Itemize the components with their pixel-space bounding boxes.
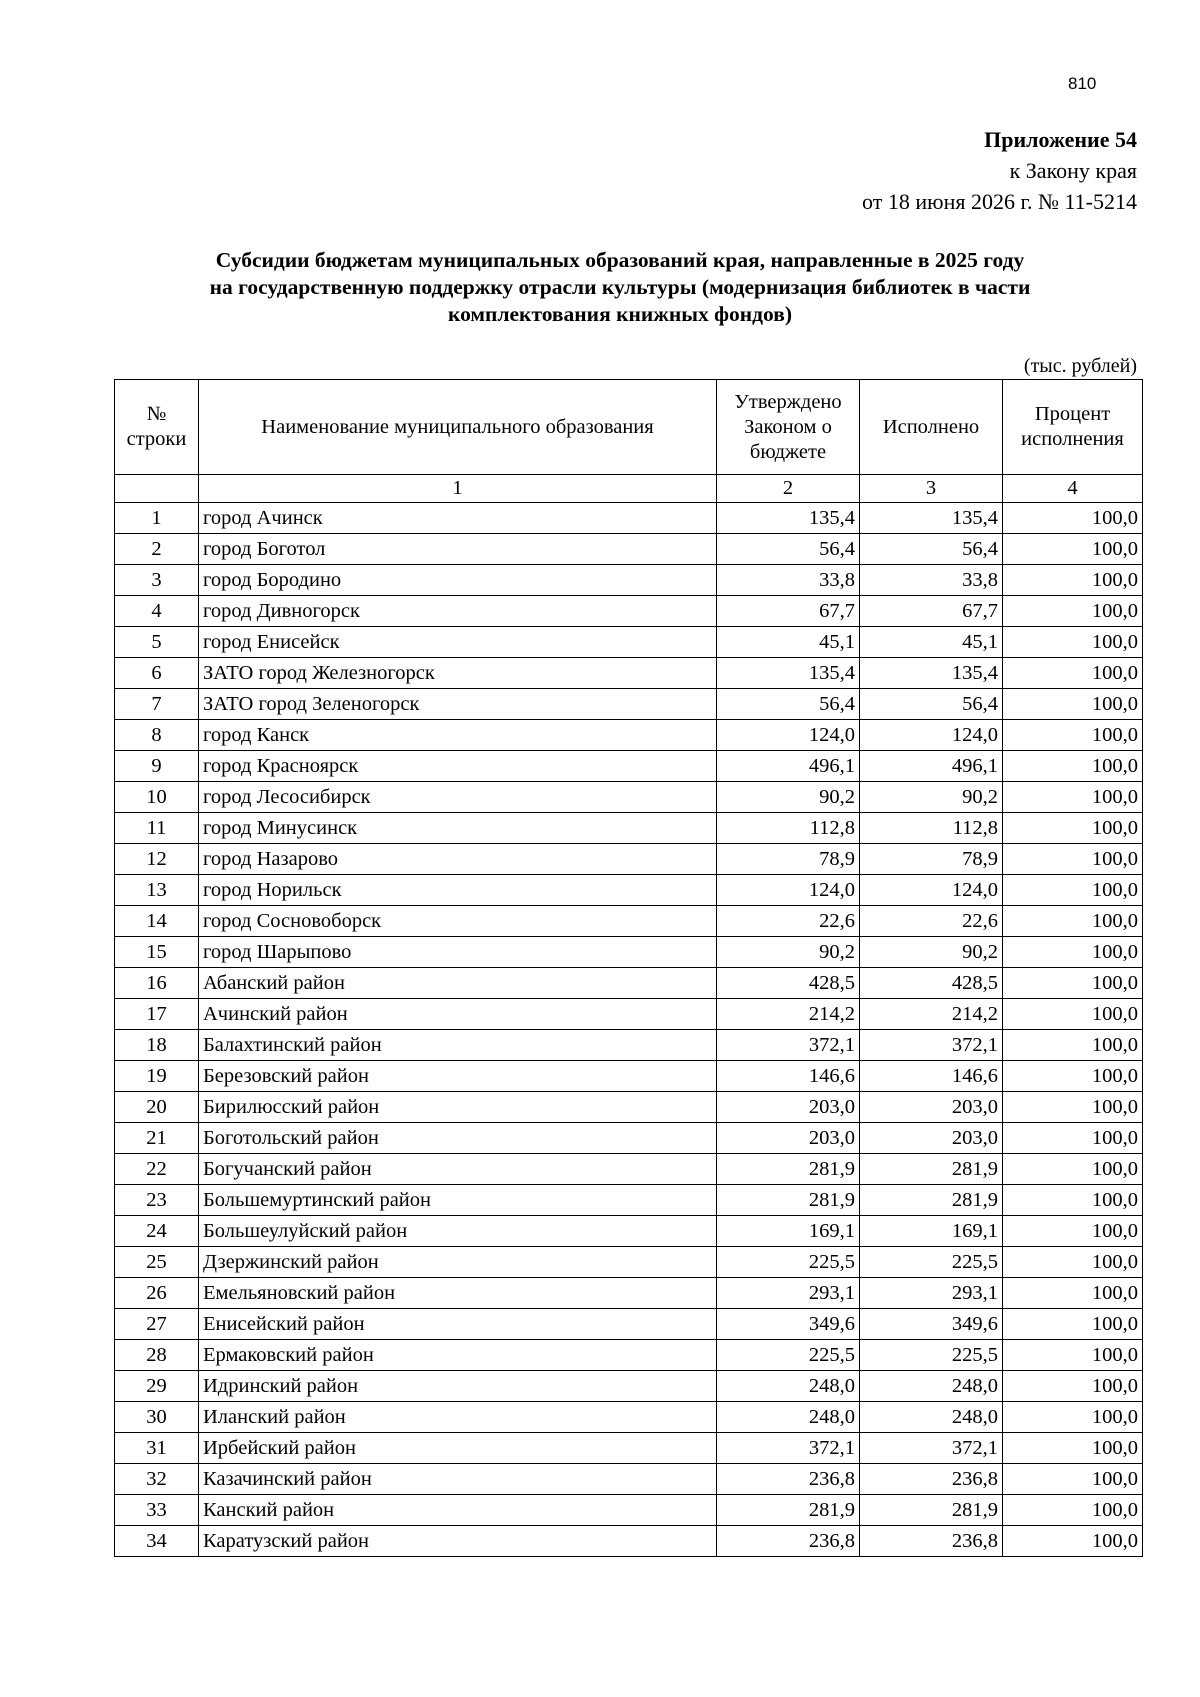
approved-amount: 372,1 [717, 1433, 860, 1464]
execution-percent: 100,0 [1003, 596, 1143, 627]
table-row [115, 720, 1143, 751]
column-number-empty [115, 475, 199, 503]
municipality-name: Иланский район [199, 1402, 717, 1433]
execution-percent: 100,0 [1003, 1495, 1143, 1526]
executed-amount: 372,1 [860, 1030, 1003, 1061]
execution-percent: 100,0 [1003, 689, 1143, 720]
municipality-name: город Канск [199, 720, 717, 751]
execution-percent: 100,0 [1003, 565, 1143, 596]
table-row [115, 875, 1143, 906]
document-title-line-3: комплектования книжных фондов) [447, 302, 793, 326]
approved-amount: 281,9 [717, 1185, 860, 1216]
municipality-name: Канский район [199, 1495, 717, 1526]
executed-amount: 203,0 [860, 1123, 1003, 1154]
header-executed: Исполнено [860, 380, 1003, 475]
row-number: 15 [115, 937, 199, 968]
row-number: 17 [115, 999, 199, 1030]
column-number: 2 [717, 475, 860, 503]
municipality-name: город Лесосибирск [199, 782, 717, 813]
execution-percent: 100,0 [1003, 503, 1143, 534]
executed-amount: 135,4 [860, 503, 1003, 534]
approved-amount: 90,2 [717, 937, 860, 968]
units-label: (тыс. рублей) [1023, 355, 1137, 377]
municipality-name: город Назарово [199, 844, 717, 875]
row-number: 13 [115, 875, 199, 906]
appendix-law-ref: к Закону края [1009, 158, 1137, 183]
execution-percent: 100,0 [1003, 1247, 1143, 1278]
table-row [115, 1495, 1143, 1526]
execution-percent: 100,0 [1003, 844, 1143, 875]
executed-amount: 248,0 [860, 1371, 1003, 1402]
execution-percent: 100,0 [1003, 720, 1143, 751]
header-row [115, 380, 1143, 475]
approved-amount: 248,0 [717, 1402, 860, 1433]
approved-amount: 78,9 [717, 844, 860, 875]
table-row [115, 906, 1143, 937]
table-row [115, 751, 1143, 782]
table-row [115, 1185, 1143, 1216]
row-number: 33 [115, 1495, 199, 1526]
municipality-name: город Бородино [199, 565, 717, 596]
approved-amount: 349,6 [717, 1309, 860, 1340]
row-number: 29 [115, 1371, 199, 1402]
executed-amount: 90,2 [860, 937, 1003, 968]
table-row [115, 1030, 1143, 1061]
municipality-name: Казачинский район [199, 1464, 717, 1495]
header-percent: Процент исполнения [1003, 380, 1143, 475]
approved-amount: 281,9 [717, 1495, 860, 1526]
executed-amount: 372,1 [860, 1433, 1003, 1464]
approved-amount: 214,2 [717, 999, 860, 1030]
executed-amount: 225,5 [860, 1247, 1003, 1278]
executed-amount: 428,5 [860, 968, 1003, 999]
executed-amount: 248,0 [860, 1402, 1003, 1433]
municipality-name: город Норильск [199, 875, 717, 906]
municipality-name: Абанский район [199, 968, 717, 999]
execution-percent: 100,0 [1003, 1371, 1143, 1402]
executed-amount: 236,8 [860, 1526, 1003, 1557]
row-number: 21 [115, 1123, 199, 1154]
execution-percent: 100,0 [1003, 906, 1143, 937]
row-number: 30 [115, 1402, 199, 1433]
execution-percent: 100,0 [1003, 1092, 1143, 1123]
table-row [115, 1464, 1143, 1495]
row-number: 24 [115, 1216, 199, 1247]
executed-amount: 90,2 [860, 782, 1003, 813]
municipality-name: город Енисейск [199, 627, 717, 658]
execution-percent: 100,0 [1003, 875, 1143, 906]
execution-percent: 100,0 [1003, 1526, 1143, 1557]
executed-amount: 78,9 [860, 844, 1003, 875]
municipality-name: город Минусинск [199, 813, 717, 844]
municipality-name: ЗАТО город Зеленогорск [199, 689, 717, 720]
table-row [115, 1340, 1143, 1371]
subsidies-table [114, 379, 1143, 1557]
executed-amount: 496,1 [860, 751, 1003, 782]
row-number: 31 [115, 1433, 199, 1464]
executed-amount: 281,9 [860, 1154, 1003, 1185]
executed-amount: 281,9 [860, 1495, 1003, 1526]
executed-amount: 67,7 [860, 596, 1003, 627]
table-row [115, 1247, 1143, 1278]
executed-amount: 45,1 [860, 627, 1003, 658]
row-number: 19 [115, 1061, 199, 1092]
municipality-name: Идринский район [199, 1371, 717, 1402]
municipality-name: Большемуртинский район [199, 1185, 717, 1216]
approved-amount: 372,1 [717, 1030, 860, 1061]
table-row [115, 1154, 1143, 1185]
execution-percent: 100,0 [1003, 782, 1143, 813]
approved-amount: 281,9 [717, 1154, 860, 1185]
municipality-name: Дзержинский район [199, 1247, 717, 1278]
approved-amount: 33,8 [717, 565, 860, 596]
appendix-title: Приложение 54 [984, 127, 1137, 152]
executed-amount: 214,2 [860, 999, 1003, 1030]
executed-amount: 169,1 [860, 1216, 1003, 1247]
row-number: 1 [115, 503, 199, 534]
row-number: 18 [115, 1030, 199, 1061]
column-number-row [115, 475, 1143, 503]
row-number: 25 [115, 1247, 199, 1278]
executed-amount: 112,8 [860, 813, 1003, 844]
approved-amount: 112,8 [717, 813, 860, 844]
municipality-name: город Шарыпово [199, 937, 717, 968]
approved-amount: 135,4 [717, 658, 860, 689]
document-title-line-1: Субсидии бюджетам муниципальных образований края, направленные в 2025 году [215, 248, 1025, 272]
table-row [115, 1278, 1143, 1309]
approved-amount: 248,0 [717, 1371, 860, 1402]
execution-percent: 100,0 [1003, 1340, 1143, 1371]
appendix-date: от 18 июня 2026 г. № 11-5214 [862, 189, 1137, 214]
execution-percent: 100,0 [1003, 968, 1143, 999]
table-row [115, 1402, 1143, 1433]
column-number: 1 [199, 475, 717, 503]
row-number: 12 [115, 844, 199, 875]
row-number: 11 [115, 813, 199, 844]
row-number: 26 [115, 1278, 199, 1309]
column-number: 4 [1003, 475, 1143, 503]
table-row [115, 999, 1143, 1030]
approved-amount: 496,1 [717, 751, 860, 782]
approved-amount: 56,4 [717, 534, 860, 565]
execution-percent: 100,0 [1003, 534, 1143, 565]
executed-amount: 33,8 [860, 565, 1003, 596]
row-number: 8 [115, 720, 199, 751]
approved-amount: 293,1 [717, 1278, 860, 1309]
table-row [115, 503, 1143, 534]
table-row [115, 1216, 1143, 1247]
table-row [115, 1526, 1143, 1557]
table-row [115, 534, 1143, 565]
executed-amount: 225,5 [860, 1340, 1003, 1371]
execution-percent: 100,0 [1003, 1030, 1143, 1061]
executed-amount: 124,0 [860, 875, 1003, 906]
execution-percent: 100,0 [1003, 1402, 1143, 1433]
execution-percent: 100,0 [1003, 1123, 1143, 1154]
executed-amount: 124,0 [860, 720, 1003, 751]
row-number: 4 [115, 596, 199, 627]
municipality-name: Боготольский район [199, 1123, 717, 1154]
row-number: 20 [115, 1092, 199, 1123]
approved-amount: 428,5 [717, 968, 860, 999]
table-row [115, 1123, 1143, 1154]
table-row [115, 1309, 1143, 1340]
execution-percent: 100,0 [1003, 1433, 1143, 1464]
municipality-name: Енисейский район [199, 1309, 717, 1340]
municipality-name: город Красноярск [199, 751, 717, 782]
execution-percent: 100,0 [1003, 1464, 1143, 1495]
approved-amount: 236,8 [717, 1464, 860, 1495]
table-row [115, 968, 1143, 999]
row-number: 9 [115, 751, 199, 782]
municipality-name: Ермаковский район [199, 1340, 717, 1371]
row-number: 23 [115, 1185, 199, 1216]
table-row [115, 844, 1143, 875]
executed-amount: 146,6 [860, 1061, 1003, 1092]
row-number: 28 [115, 1340, 199, 1371]
row-number: 34 [115, 1526, 199, 1557]
municipality-name: город Боготол [199, 534, 717, 565]
execution-percent: 100,0 [1003, 1216, 1143, 1247]
executed-amount: 22,6 [860, 906, 1003, 937]
municipality-name: Богучанский район [199, 1154, 717, 1185]
approved-amount: 22,6 [717, 906, 860, 937]
table-row [115, 627, 1143, 658]
execution-percent: 100,0 [1003, 1061, 1143, 1092]
municipality-name: Балахтинский район [199, 1030, 717, 1061]
municipality-name: Ачинский район [199, 999, 717, 1030]
municipality-name: Бирилюсский район [199, 1092, 717, 1123]
executed-amount: 293,1 [860, 1278, 1003, 1309]
execution-percent: 100,0 [1003, 937, 1143, 968]
municipality-name: город Сосновоборск [199, 906, 717, 937]
table-row [115, 565, 1143, 596]
approved-amount: 225,5 [717, 1247, 860, 1278]
approved-amount: 90,2 [717, 782, 860, 813]
execution-percent: 100,0 [1003, 627, 1143, 658]
approved-amount: 45,1 [717, 627, 860, 658]
approved-amount: 146,6 [717, 1061, 860, 1092]
row-number: 10 [115, 782, 199, 813]
table-row [115, 689, 1143, 720]
approved-amount: 124,0 [717, 720, 860, 751]
municipality-name: Ирбейский район [199, 1433, 717, 1464]
execution-percent: 100,0 [1003, 1154, 1143, 1185]
row-number: 2 [115, 534, 199, 565]
executed-amount: 236,8 [860, 1464, 1003, 1495]
executed-amount: 281,9 [860, 1185, 1003, 1216]
table-row [115, 1092, 1143, 1123]
document-title [100, 247, 1140, 328]
row-number: 27 [115, 1309, 199, 1340]
execution-percent: 100,0 [1003, 1278, 1143, 1309]
approved-amount: 236,8 [717, 1526, 860, 1557]
executed-amount: 56,4 [860, 534, 1003, 565]
approved-amount: 203,0 [717, 1092, 860, 1123]
table-row [115, 658, 1143, 689]
row-number: 16 [115, 968, 199, 999]
document-title-line-2: на государственную поддержку отрасли культуры (модернизация библиотек в части [209, 275, 1031, 299]
page-number: 810 [1068, 74, 1097, 93]
approved-amount: 124,0 [717, 875, 860, 906]
municipality-name: ЗАТО город Железногорск [199, 658, 717, 689]
approved-amount: 203,0 [717, 1123, 860, 1154]
executed-amount: 203,0 [860, 1092, 1003, 1123]
municipality-name: Емельяновский район [199, 1278, 717, 1309]
execution-percent: 100,0 [1003, 658, 1143, 689]
table-row [115, 1061, 1143, 1092]
row-number: 14 [115, 906, 199, 937]
row-number: 6 [115, 658, 199, 689]
executed-amount: 56,4 [860, 689, 1003, 720]
header-municipality-name: Наименование муниципального образования [199, 380, 717, 475]
table-row [115, 596, 1143, 627]
row-number: 22 [115, 1154, 199, 1185]
municipality-name: Березовский район [199, 1061, 717, 1092]
row-number: 3 [115, 565, 199, 596]
municipality-name: Большеулуйский район [199, 1216, 717, 1247]
row-number: 5 [115, 627, 199, 658]
execution-percent: 100,0 [1003, 1185, 1143, 1216]
executed-amount: 135,4 [860, 658, 1003, 689]
execution-percent: 100,0 [1003, 1309, 1143, 1340]
approved-amount: 67,7 [717, 596, 860, 627]
row-number: 32 [115, 1464, 199, 1495]
table-row [115, 1433, 1143, 1464]
table-row [115, 1371, 1143, 1402]
executed-amount: 349,6 [860, 1309, 1003, 1340]
execution-percent: 100,0 [1003, 751, 1143, 782]
approved-amount: 225,5 [717, 1340, 860, 1371]
approved-amount: 56,4 [717, 689, 860, 720]
row-number: 7 [115, 689, 199, 720]
table-row [115, 782, 1143, 813]
execution-percent: 100,0 [1003, 999, 1143, 1030]
approved-amount: 169,1 [717, 1216, 860, 1247]
header-row-number: № строки [115, 380, 199, 475]
appendix-header [862, 124, 1137, 217]
header-approved: Утверждено Законом о бюджете [717, 380, 860, 475]
municipality-name: Каратузский район [199, 1526, 717, 1557]
approved-amount: 135,4 [717, 503, 860, 534]
table-row [115, 937, 1143, 968]
execution-percent: 100,0 [1003, 813, 1143, 844]
column-number: 3 [860, 475, 1003, 503]
table-row [115, 813, 1143, 844]
municipality-name: город Дивногорск [199, 596, 717, 627]
municipality-name: город Ачинск [199, 503, 717, 534]
